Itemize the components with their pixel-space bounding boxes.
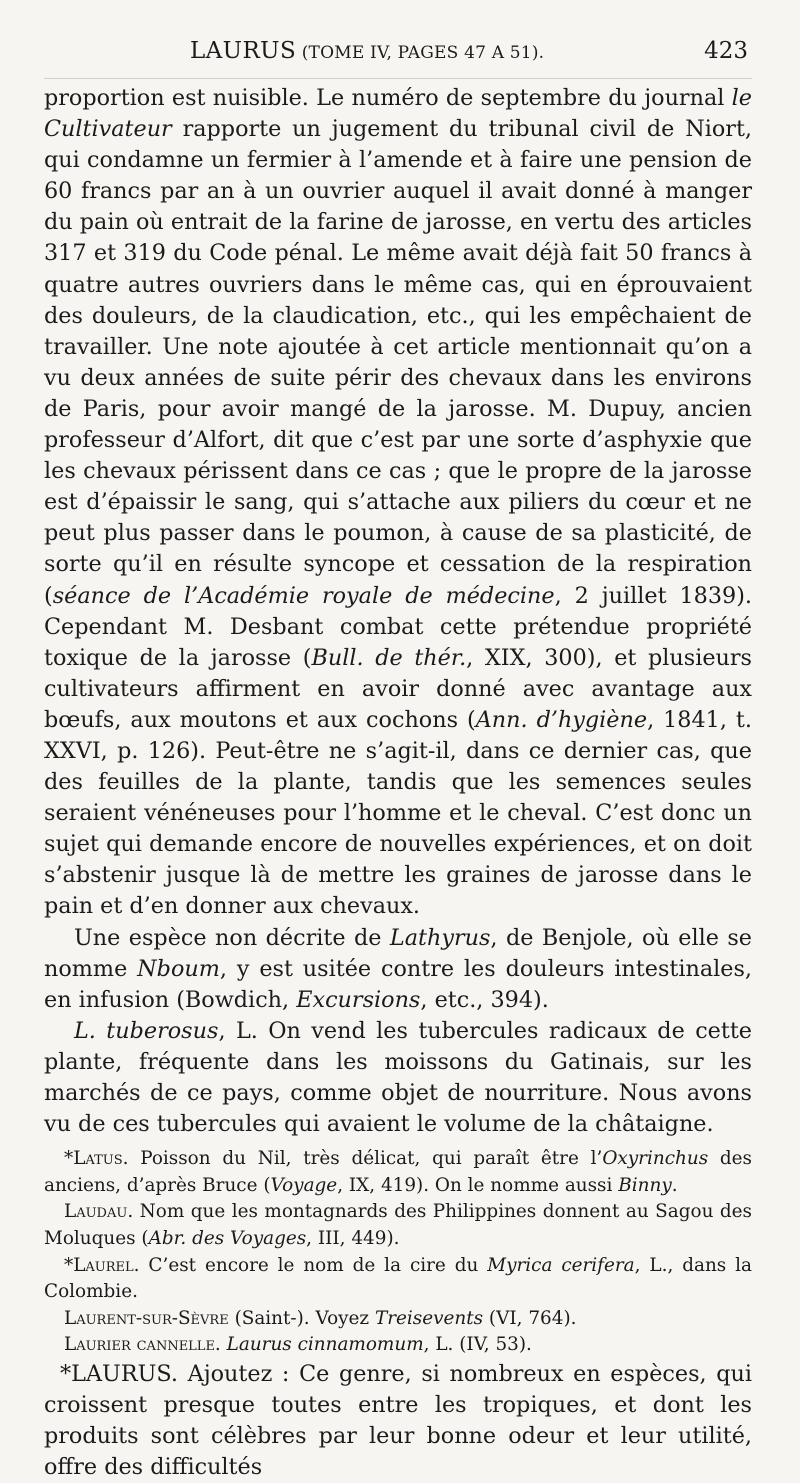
main-text (44, 83, 752, 1140)
laurus-headword: *LAURUS. (60, 1360, 178, 1387)
page-header (44, 34, 752, 79)
running-head-rest: (TOME IV, PAGES 47 A 51). (296, 43, 545, 63)
paragraph-lathyrus: Une espèce non décrite de Lathyrus, de Benjole, où elle se nomme Nboum, y est usitée contre les douleurs intestinales, en infusion (Bowdich, Excursions, etc., 394). (44, 924, 752, 1013)
entry-laudau: Laudau. Nom que les montagnards des Philippines donnent au Sagou des Moluques (Abr. des Voyages, III, 449). (44, 1201, 752, 1249)
dictionary-entries (44, 1146, 752, 1359)
paragraph-laurus: *LAURUS. Ajoutez : Ce genre, si nombreux en espèces, qui croissent presque toutes entre les tropiques, et dont les produits sont célèbres par leur bonne odeur et leur utilité, offre des difficultés (44, 1360, 752, 1481)
entry-latus: *Latus. Poisson du Nil, très délicat, qui paraît être l’Oxyrinchus des anciens, d’après Bruce (Voyage, IX, 419). On le nomme aussi Binny. (44, 1148, 752, 1196)
paragraph-jarosse: proportion est nuisible. Le numéro de septembre du journal le Cultivateur rapporte un jugement du tribunal civil de Niort, qui condamne un fermier à l’amende et à faire une pension de 60 francs par an à un ouvrier auquel il avait donné à manger du pain où entrait de la farine de jarosse, en vertu des articles 317 et 319 du Code pénal. Le même avait déjà fait 50 francs à quatre autres ouvriers dans le même cas, qui en éprouvaient des douleurs, de la claudication, etc., qui les empêchaient de travailler. Une note ajoutée à cet article mentionnait qu’on a vu deux années de suite périr des chevaux dans les environs de Paris, pour avoir mangé de la jarosse. M. Dupuy, ancien professeur d’Alfort, dit que c’est par une sorte d’asphyxie que les chevaux périssent dans ce cas ; que le propre de la jarosse est d’épaissir le sang, qui s’attache aux piliers du cœur et ne peut plus passer dans le poumon, à cause de sa plasticité, de sorte qu’il en résulte syncope et cessation de la respiration (séance de l’Académie royale de médecine, 2 juillet 1839). Cependant M. Desbant combat cette prétendue propriété toxique de la jarosse (Bull. de thér., XIX, 300), et plusieurs cultivateurs affirment en avoir donné avec avantage aux bœufs, aux moutons et aux cochons (Ann. d’hygiène, 1841, t. XXVI, p. 126). Peut-être ne s’agit-il, dans ce dernier cas, que des feuilles de la plante, tandis que les semences seules seraient vénéneuses pour l’homme et le cheval. C’est donc un sujet qui demande encore de nouvelles expériences, et on doit s’abstenir jusque là de mettre les graines de jarosse dans le pain et d’en donner aux chevaux. (44, 85, 752, 920)
page-number: 423 (704, 38, 748, 64)
entry-laurel: *Laurel. C’est encore le nom de la cire du Myrica cerifera, L., dans la Colombie. (44, 1254, 752, 1303)
entry-laurent-sur-sevre: Laurent-sur-Sèvre (Saint-). Voyez Treisevents (VI, 764). (64, 1307, 577, 1329)
entry-laurier-cannelle: Laurier cannelle. Laurus cinnamomum, L. (IV, 53). (64, 1334, 532, 1356)
paragraph-tuberosus: L. tuberosus, L. On vend les tubercules radicaux de cette plante, fréquente dans les moissons du Gatinais, sur les marchés de ce pays, comme objet de nourriture. Nous avons vu de ces tubercules qui avaient le volume de la châtaigne. (44, 1017, 752, 1138)
running-head (190, 38, 544, 64)
running-head-main: LAURUS (190, 38, 297, 64)
